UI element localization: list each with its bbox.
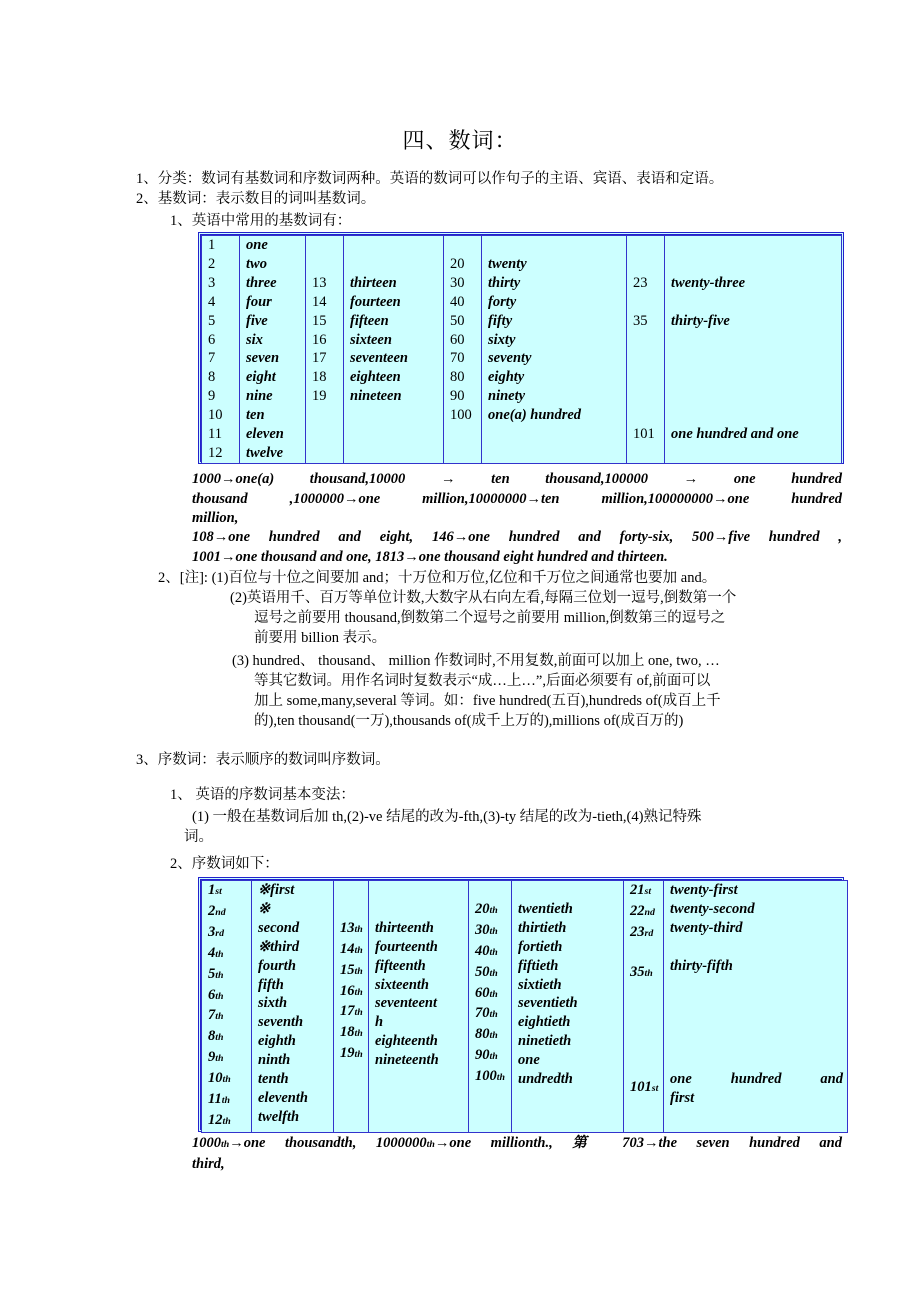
cell-value: 21st: [630, 882, 652, 898]
cell-value: 35: [633, 312, 648, 329]
cell-value: 15: [312, 312, 327, 329]
ordinal-col-words-13-19: [369, 881, 469, 1133]
cell-value: fifteen: [350, 312, 389, 329]
cell-value: 101: [633, 426, 655, 442]
cell-lines: [670, 881, 843, 1108]
cell-value: 10th: [208, 1070, 231, 1087]
cell-value: 11th: [208, 1091, 230, 1108]
section-cardinal: 2、基数词：表示数目的词叫基数词。: [136, 191, 376, 207]
cell-value: seventieth: [518, 995, 578, 1012]
cell-value: 60th: [475, 984, 498, 1001]
cell-lines: [450, 236, 477, 425]
page-title: 四、数词：: [402, 128, 518, 153]
cardinal-col-numbers-13-19: [306, 236, 344, 464]
cell-value: 11: [208, 426, 222, 443]
cell-value: 14: [312, 293, 327, 310]
cell-value: thirteen: [350, 274, 397, 291]
cell-value: four: [246, 293, 272, 310]
cardinal-col-words-tens: [482, 236, 627, 464]
cell-value: three: [246, 274, 277, 291]
cardinal-col-numbers-1-12: [202, 236, 240, 464]
big-numbers-paragraph: [192, 470, 842, 529]
big-number-line: million,: [192, 510, 239, 526]
cell-value: 18: [312, 369, 327, 386]
cell-value: twelve: [246, 444, 284, 461]
cell-value: 8th: [208, 1028, 224, 1045]
cell-value: fourth: [258, 957, 296, 974]
cell-value: sixtieth: [518, 976, 562, 993]
cell-value: sixteenth: [375, 976, 429, 993]
section-classification: 1、分类：数词有基数词和序数词两种。英语的数词可以作句子的主语、宾语、表语和定语。: [136, 171, 724, 187]
big-number-example: 1001→one thousand and one, 1813→one thousand eight hundred and thirteen.: [192, 548, 668, 565]
cell-lines: [312, 236, 339, 406]
cell-value: 12: [208, 444, 223, 461]
cell-value: one: [518, 1052, 540, 1069]
cell-value: 16th: [340, 982, 363, 999]
cell-value: 19th: [340, 1045, 363, 1062]
cell-value: fifth: [258, 976, 284, 993]
cell-value: 4: [208, 293, 216, 310]
cell-value: 100: [450, 407, 472, 424]
cell-value: fourteenth: [375, 938, 438, 955]
cell-lines: [258, 881, 329, 1127]
spacer: [630, 984, 659, 1079]
ordinal-col-words-tens: [512, 881, 624, 1133]
note-3-line-2: 等其它数词。用作名词时复数表示“成…上…”,后面必须要有 of,前面可以: [254, 673, 711, 689]
cell-value: 80th: [475, 1026, 498, 1043]
spacer: [670, 938, 843, 957]
cell-value: six: [246, 331, 263, 348]
ordinal-col-words-1-12: [252, 881, 334, 1133]
cardinal-col-words-1-12: [240, 236, 306, 464]
note-1: (1)百位与十位之间要加 and；十万位和万位,亿位和千万位之间通常也要加 and。: [211, 570, 717, 586]
cell-lines: [518, 881, 619, 1089]
cell-value: sixth: [258, 995, 288, 1012]
cell-value: eleventh: [258, 1089, 308, 1106]
ordinal-col-numbers-13-19: [334, 881, 369, 1133]
cell-value: 17th: [340, 1003, 363, 1020]
cell-value: sixteen: [350, 331, 392, 348]
cell-value: 30: [450, 274, 465, 291]
ordinal-col-numbers-examples: [624, 881, 664, 1133]
ordinal-big-line: 1000th→one thousandth, 1000000th→one millionth., 第 703→the seven hundred and: [192, 1135, 842, 1151]
cell-value: 2nd: [208, 902, 226, 919]
ordinal-col-numbers-1-12: [202, 881, 252, 1133]
ordinal-big-numbers: [192, 1134, 842, 1174]
cell-value: eighteenth: [375, 1033, 438, 1050]
cell-value: h: [375, 1014, 384, 1031]
cell-value: 3rd: [208, 923, 225, 940]
cardinal-numbers-table: [198, 232, 844, 464]
big-number-example: 108→one hundred and eight, 146→one hundred and forty-six, 500→five hundred ,: [192, 529, 842, 545]
cell-lines: [633, 236, 660, 444]
cell-value: eighty: [488, 369, 525, 386]
note-3-line-3: 加上 some,many,several 等词。如：five hundred(五百),hundreds of(成百上千: [254, 693, 721, 709]
cell-value: nine: [246, 388, 273, 405]
cell-value: 22nd: [630, 902, 655, 919]
cell-value: 90: [450, 388, 465, 405]
big-numbers-examples: [192, 528, 842, 567]
note-3-line-1: (3) hundred、 thousand、 million 作数词时,不用复数,前面可以加上 one, two, …: [232, 653, 720, 669]
cell-value: second: [258, 919, 300, 936]
note-3-line-4: 的),ten thousand(一万),thousands of(成千上万的),millions of(成百万的): [254, 713, 684, 729]
cell-value: fourteen: [350, 293, 401, 310]
cell-lines: [350, 236, 439, 406]
spacer: [633, 293, 660, 312]
spacer: [312, 236, 339, 274]
cell-value: nineteenth: [375, 1052, 439, 1069]
note-2-line-2: 逗号之前要用 thousand,倒数第二个逗号之前要用 million,倒数第三的逗号之: [254, 610, 726, 626]
cell-value: ※third: [258, 938, 300, 955]
cell-value: twenty-first: [670, 882, 738, 898]
spacer: [340, 881, 364, 919]
cell-value: 8: [208, 369, 216, 386]
cell-value: 90th: [475, 1047, 498, 1064]
spacer: [488, 236, 622, 255]
cell-value: eighth: [258, 1033, 296, 1050]
cell-lines: [340, 881, 364, 1065]
cell-value: fiftieth: [518, 957, 559, 974]
cell-value: eight: [246, 369, 276, 386]
spacer: [450, 236, 477, 255]
cell-value: 15th: [340, 961, 363, 978]
cell-value: 2: [208, 255, 216, 272]
section-cardinal-common: 1、英语中常用的基数词有：: [170, 213, 352, 229]
cell-value: 5th: [208, 965, 224, 982]
big-number-line: thousand ,1000000→one million,10000000→ten million,100000000→one hundred: [192, 490, 842, 507]
cell-value: sixty: [488, 331, 516, 348]
cell-value: 3: [208, 274, 216, 291]
section-ordinal: 3、序数词：表示顺序的数词叫序数词。: [136, 752, 390, 768]
cell-value: 13: [312, 274, 327, 291]
cell-value: two: [246, 255, 267, 272]
cell-value: ninetieth: [518, 1033, 572, 1050]
cell-value: twentieth: [518, 900, 573, 917]
cell-value: 10: [208, 407, 223, 424]
cell-value: 9th: [208, 1049, 224, 1066]
cell-value: 100th: [475, 1068, 505, 1085]
cell-value: 40: [450, 293, 465, 310]
spacer: [518, 881, 619, 900]
section-ordinal-table-caption: 2、序数词如下：: [170, 856, 279, 872]
cell-value: 40th: [475, 942, 498, 959]
notes-header: 2、[注]:: [158, 570, 208, 586]
note-2-line-3: 前要用 billion 表示。: [254, 630, 387, 646]
cell-value: 1: [208, 237, 216, 253]
cell-value: 70th: [475, 1005, 498, 1022]
cell-value: ninth: [258, 1052, 291, 1069]
cell-value: 50: [450, 312, 465, 329]
cell-value: one(a) hundred: [488, 407, 582, 424]
cell-value: thirty: [488, 274, 521, 291]
cell-value: forty: [488, 293, 517, 310]
cell-value: 14th: [340, 940, 363, 957]
cell-lines: [671, 236, 837, 444]
cell-value: seventeent: [375, 995, 438, 1012]
spacer: [475, 881, 507, 900]
spacer: [670, 976, 843, 1071]
ordinal-col-words-examples: [664, 881, 848, 1133]
cell-value: eleven: [246, 426, 284, 443]
cell-lines: [208, 881, 247, 1132]
spacer: [671, 293, 837, 312]
cell-value: 13th: [340, 919, 363, 936]
cell-value: 18th: [340, 1024, 363, 1041]
cell-lines: [630, 881, 659, 1099]
spacer: [375, 881, 464, 919]
cell-value: one hundred and one: [671, 426, 799, 442]
cell-lines: [208, 236, 235, 463]
spacer: [633, 331, 660, 426]
cell-value: 101st: [630, 1079, 659, 1096]
cell-value: undredth: [518, 1071, 573, 1088]
cell-value: one: [246, 237, 268, 253]
cell-value: seventeen: [350, 350, 408, 367]
spacer: [630, 944, 659, 963]
cardinal-col-numbers-examples: [627, 236, 665, 464]
cell-value: 80: [450, 369, 465, 386]
cell-value: 4th: [208, 944, 224, 961]
cell-value: 5: [208, 312, 216, 329]
ordinal-numbers-table: [198, 877, 844, 1132]
cell-value: thirty-five: [671, 312, 730, 329]
cardinal-col-words-13-19: [344, 236, 444, 464]
cell-value: 23: [633, 274, 648, 291]
cell-value: seven: [246, 350, 280, 367]
cell-value: 1st: [208, 882, 222, 898]
cell-value: 30th: [475, 921, 498, 938]
cell-value: 12th: [208, 1111, 231, 1128]
cell-value: seventy: [488, 350, 532, 367]
cell-value: 70: [450, 350, 465, 367]
cell-value: fifteenth: [375, 957, 426, 974]
cell-value: ※first: [258, 882, 295, 898]
cell-value: tenth: [258, 1071, 289, 1088]
cell-value: seventh: [258, 1014, 304, 1031]
ordinal-rule-line-1: (1) 一般在基数词后加 th,(2)-ve 结尾的改为-fth,(3)-ty 结尾的改为-tieth,(4)熟记特殊: [192, 809, 702, 825]
big-number-line: 1000→one(a) thousand,10000 → ten thousand,100000 → one hundred: [192, 471, 842, 487]
cell-value: thirteenth: [375, 919, 434, 936]
cell-lines: [475, 881, 507, 1088]
cell-value: 60: [450, 331, 465, 348]
cell-value: twenty-third: [670, 919, 743, 936]
ordinal-rule-line-2: 词。: [184, 829, 213, 845]
cell-value: twenty-three: [671, 274, 746, 291]
cell-value: thirty-fifth: [670, 957, 733, 974]
cell-value: 6: [208, 331, 216, 348]
cardinal-col-words-examples: [665, 236, 842, 464]
cell-value: 17: [312, 350, 327, 367]
spacer: [633, 236, 660, 274]
cell-lines: [375, 881, 464, 1070]
cardinal-col-numbers-tens: [444, 236, 482, 464]
cell-value: eighteen: [350, 369, 401, 386]
note-2-line-1: (2)英语用千、百万等单位计数,大数字从右向左看,每隔三位划一逗号,倒数第一个: [230, 590, 737, 606]
cell-value: 20th: [475, 900, 498, 917]
section-ordinal-rules: 1、 英语的序数词基本变法：: [170, 787, 355, 803]
cell-value: 20: [450, 255, 465, 272]
cell-value: twenty-second: [670, 900, 755, 917]
spacer: [671, 236, 837, 274]
cell-value: ten: [246, 407, 265, 424]
cell-value: 9: [208, 388, 216, 405]
cell-value: five: [246, 312, 268, 329]
cell-value: thirtieth: [518, 919, 567, 936]
spacer: [671, 331, 837, 426]
ordinal-big-line: third,: [192, 1155, 225, 1172]
cell-value: fortieth: [518, 938, 563, 955]
cell-value: 50th: [475, 963, 498, 980]
cell-value: 7th: [208, 1007, 224, 1024]
cell-value: 23rd: [630, 923, 654, 940]
cell-value: 7: [208, 350, 216, 367]
cell-lines: [246, 236, 301, 463]
spacer: [350, 236, 439, 274]
ordinal-col-numbers-tens: [469, 881, 512, 1133]
notes-header-line: [158, 569, 716, 588]
cell-value: one hundred and: [670, 1071, 843, 1088]
cell-value: ※: [258, 900, 271, 917]
cell-value: first: [670, 1089, 695, 1106]
cell-value: nineteen: [350, 388, 402, 405]
cell-value: twelfth: [258, 1108, 300, 1125]
cell-value: 6th: [208, 986, 224, 1003]
cell-lines: [488, 236, 622, 425]
cell-value: eightieth: [518, 1014, 571, 1031]
cell-value: ninety: [488, 388, 526, 405]
cell-value: 16: [312, 331, 327, 348]
cell-value: twenty: [488, 255, 527, 272]
cell-value: 19: [312, 388, 327, 405]
cell-value: fifty: [488, 312, 513, 329]
cell-value: 35th: [630, 963, 653, 980]
